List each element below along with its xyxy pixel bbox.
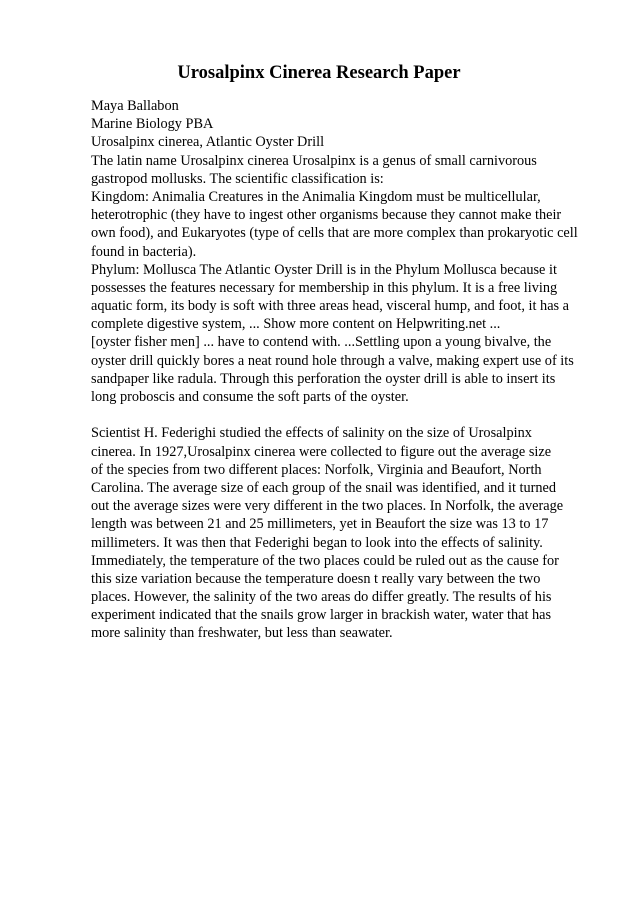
text-line: Immediately, the temperature of the two places could be ruled out as the cause for xyxy=(91,552,559,569)
text-line: length was between 21 and 25 millimeters, yet in Beaufort the size was 13 to 17 xyxy=(91,516,549,533)
paper-subject: Urosalpinx cinerea, Atlantic Oyster Drill xyxy=(91,134,325,151)
document-body xyxy=(91,97,591,643)
text-line: millimeters. It was then that Federighi began to look into the effects of salinity. xyxy=(91,534,543,551)
text-line: Phylum: Mollusca The Atlantic Oyster Drill is in the Phylum Mollusca because it xyxy=(91,261,557,278)
text-line: complete digestive system, ... Show more content on Helpwriting.net ... xyxy=(91,316,501,333)
text-line: this size variation because the temperature doesn t really vary between the two xyxy=(91,570,541,587)
text-line: cinerea. In 1927,Urosalpinx cinerea were collected to figure out the average size xyxy=(91,443,552,460)
text-line: out the average sizes were very different in the two places. In Norfolk, the average xyxy=(91,498,564,515)
text-line: [oyster fisher men] ... have to contend with. ...Settling upon a young bivalve, the xyxy=(91,334,552,351)
course-name: Marine Biology PBA xyxy=(91,116,214,133)
text-line: oyster drill quickly bores a neat round hole through a valve, making expert use of its xyxy=(91,352,574,369)
text-line: aquatic form, its body is soft with three areas head, visceral hump, and foot, it has a xyxy=(91,298,570,315)
text-line: Scientist H. Federighi studied the effects of salinity on the size of Urosalpinx xyxy=(91,425,532,442)
text-line: Kingdom: Animalia Creatures in the Animalia Kingdom must be multicellular, xyxy=(91,188,541,205)
text-line: own food), and Eukaryotes (type of cells that are more complex than prokaryotic cell xyxy=(91,225,578,242)
text-line: sandpaper like radula. Through this perforation the oyster drill is able to insert its xyxy=(91,370,556,387)
text-line: Carolina. The average size of each group of the snail was identified, and it turned xyxy=(91,479,557,496)
paragraph-gap xyxy=(91,406,591,424)
text-line: places. However, the salinity of the two areas do differ greatly. The results of his xyxy=(91,589,552,606)
page-title: Urosalpinx Cinerea Research Paper xyxy=(177,63,461,83)
paragraph-salinity-study xyxy=(91,424,591,642)
author-name: Maya Ballabon xyxy=(91,98,179,114)
text-line: heterotrophic (they have to ingest other organisms because they cannot make their xyxy=(91,207,562,224)
text-line: long proboscis and consume the soft parts of the oyster. xyxy=(91,389,409,405)
paragraph-classification xyxy=(91,152,591,407)
text-line: possesses the features necessary for membership in this phylum. It is a free living xyxy=(91,279,558,296)
text-line: gastropod mollusks. The scientific classification is: xyxy=(91,170,384,187)
text-line: The latin name Urosalpinx cinerea Urosalpinx is a genus of small carnivorous xyxy=(91,152,537,169)
text-line: found in bacteria). xyxy=(91,243,197,260)
text-line: more salinity than freshwater, but less than seawater. xyxy=(91,625,393,642)
text-line: experiment indicated that the snails grow larger in brackish water, water that has xyxy=(91,607,552,624)
text-line: of the species from two different places: Norfolk, Virginia and Beaufort, North xyxy=(91,461,542,478)
